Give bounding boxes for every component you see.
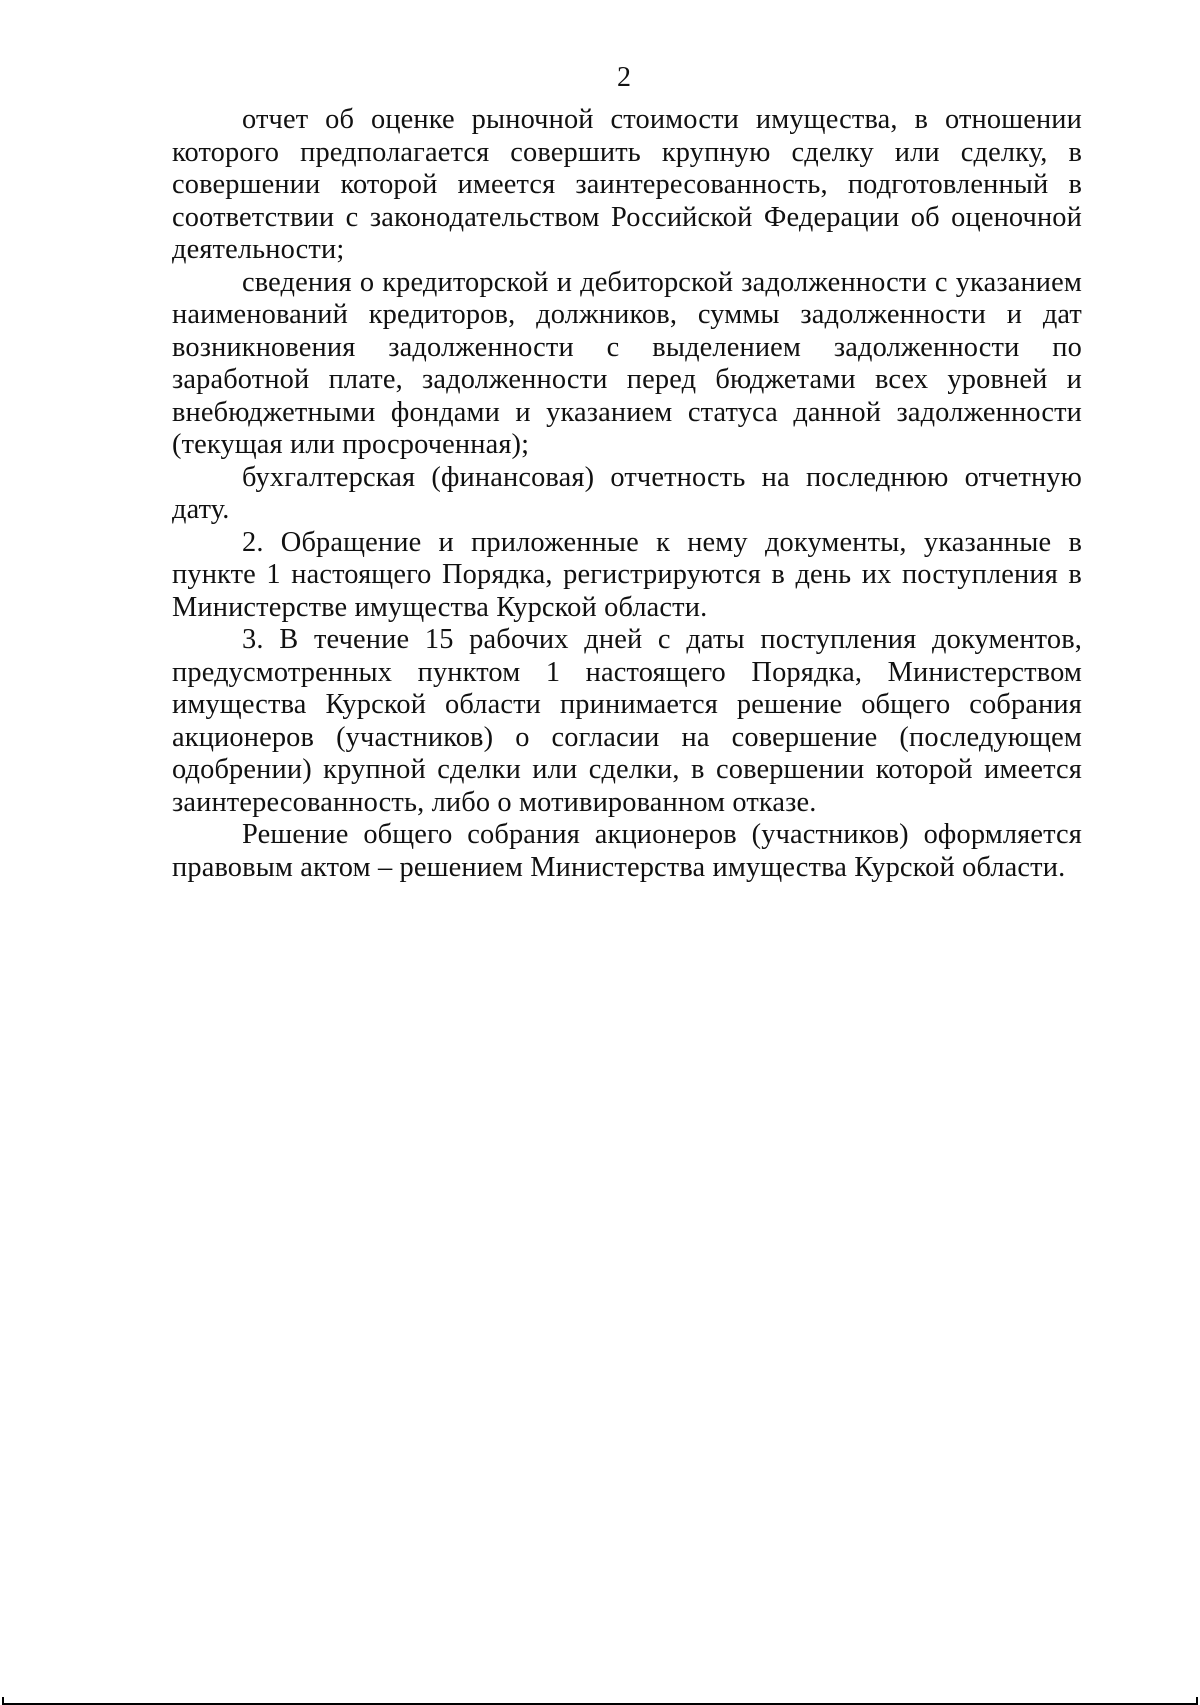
paragraph-decision-term: 3. В течение 15 рабочих дней с даты поступления документов, предусмотренных пунктом 1 настоящего Порядка, Министерством имущества Курской области принимается решение общего собрания акционеров (участников) о согласии на совершение (последующем одобрении) крупной сделки или сделки, в совершении которой имеется заинтересованность, либо о мотивированном отказе. <box>172 624 1082 818</box>
page-number: 2 <box>617 62 631 93</box>
paragraph-registration: 2. Обращение и приложенные к нему документы, указанные в пункте 1 настоящего Порядка, регистрируются в день их поступления в Министерстве имущества Курской области. <box>172 526 1082 623</box>
paragraph-financial-statements: бухгалтерская (финансовая) отчетность на последнюю отчетную дату. <box>172 461 1082 525</box>
paragraph-debt-information: сведения о кредиторской и дебиторской задолженности с указанием наименований кредиторов, должников, суммы задолженности и дат возникновения задолженности с выделением задолженности по заработной плате, задолженности перед бюджетами всех уровней и внебюджетными фондами и указанием статуса данной задолженности (текущая или просроченная); <box>172 266 1082 460</box>
paragraph-appraisal-report: отчет об оценке рыночной стоимости имущества, в отношении которого предполагается совершить крупную сделку или сделку, в совершении которой имеется заинтересованность, подготовленный в соответствии с законодательством Российской Федерации об оценочной деятельности; <box>172 104 1082 265</box>
paragraph-decision-form: Решение общего собрания акционеров (участников) оформляется правовым актом – решением Министерства имущества Курской области. <box>172 819 1082 883</box>
scan-border <box>2 1697 1198 1705</box>
document-body <box>172 104 1082 884</box>
